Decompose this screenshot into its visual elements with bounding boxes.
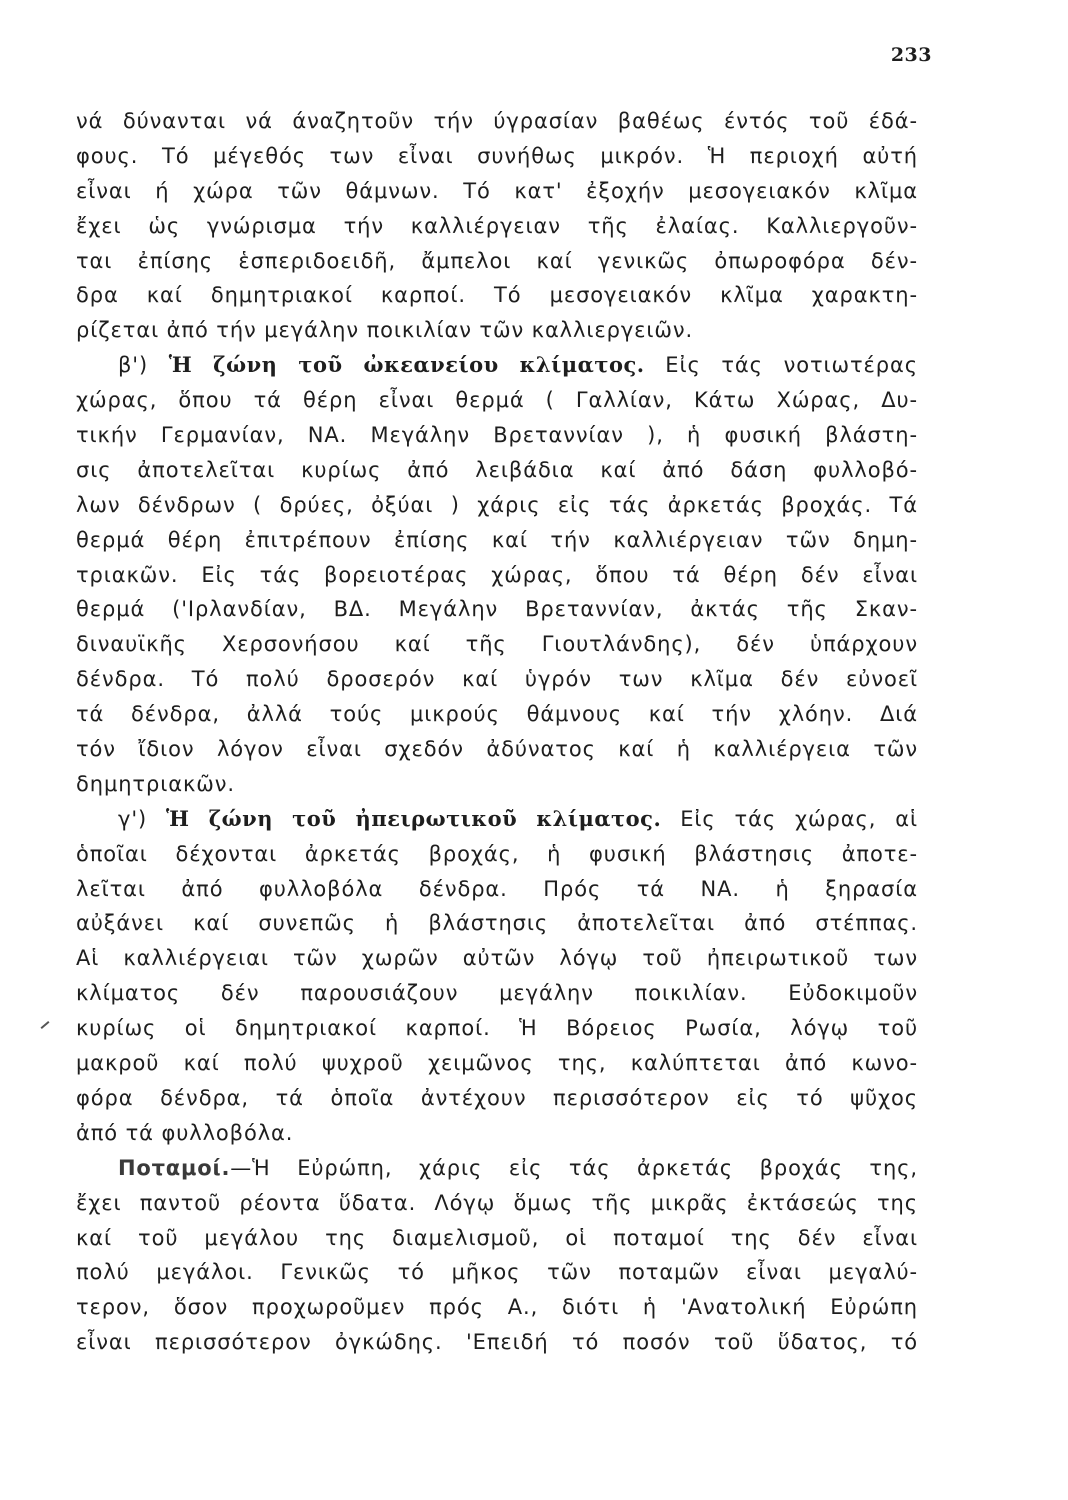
text-line: τερον, ὅσον προχωροῦμεν πρός Α., διότι ἡ 'Ανατολική Εὐρώπη <box>76 1295 918 1320</box>
text-line: φόρα δένδρα, τά ὁποῖα ἀντέχουν περισσότερον εἰς τό ψῦχος <box>76 1085 918 1110</box>
text-line: εἶναι περισσότερον ὀγκώδης. 'Επειδή τό ποσόν τοῦ ὕδατος, τό <box>76 1330 918 1355</box>
text-line: δένδρα. Τό πολύ δροσερόν καί ὑγρόν των κλῖμα δέν εὐνοεῖ <box>76 667 918 692</box>
section-b-first-line-text: Εἰς τάς νοτιωτέρας <box>644 353 918 378</box>
text-line: διναυϊκῆς Χερσονήσου καί τῆς Γιουτλάνδης), δέν ὑπάρχουν <box>76 632 918 657</box>
text-line: τόν ἴδιον λόγον εἶναι σχεδόν ἀδύνατος καί ἡ καλλιέργεια τῶν <box>76 737 918 762</box>
text-line: ται ἐπίσης ἑσπεριδοειδῆ, ἄμπελοι καί γενικῶς ὀπωροφόρα δέν- <box>76 248 918 273</box>
text-line: λεῖται ἀπό φυλλοβόλα δένδρα. Πρός τά ΝΑ. ἡ ξηρασία <box>76 876 918 901</box>
text-line: καί τοῦ μεγάλου της διαμελισμοῦ, οἱ ποταμοί της δέν εἶναι <box>76 1225 918 1250</box>
rivers-first-line <box>76 1151 918 1186</box>
section-b-first-line <box>76 348 918 383</box>
text-line: ἀπό τά φυλλοβόλα. <box>76 1120 294 1145</box>
page-body <box>76 104 918 1360</box>
text-line: ἔχει ὡς γνώρισμα τήν καλλιέργειαν τῆς ἐλαίας. Καλλιεργοῦν- <box>76 213 918 238</box>
text-line: τικήν Γερμανίαν, ΝΑ. Μεγάλην Βρεταννίαν ), ἡ φυσική βλάστη- <box>76 423 918 448</box>
section-b-label: β') <box>118 353 169 378</box>
margin-pencil-mark <box>41 1021 50 1029</box>
text-line: σις ἀποτελεῖται κυρίως ἀπό λειβάδια καί ἀπό δάση φυλλοβό- <box>76 457 918 482</box>
text-line: τά δένδρα, ἀλλά τούς μικρούς θάμνους καί τήν χλόην. Διά <box>76 702 918 727</box>
text-line: μακροῦ καί πολύ ψυχροῦ χειμῶνος της, καλύπτεται ἀπό κωνο- <box>76 1051 918 1076</box>
section-c-label: γ') <box>118 806 167 831</box>
text-line: ἔχει παντοῦ ρέοντα ὕδατα. Λόγῳ ὅμως τῆς μικρᾶς ἐκτάσεώς της <box>76 1190 918 1215</box>
text-line: λων δένδρων ( δρύες, ὀξύαι ) χάρις εἰς τάς ἀρκετάς βροχάς. Τά <box>76 492 918 517</box>
section-b-heading: Ἡ ζώνη τοῦ ὠκεανείου κλίματος. <box>168 352 645 378</box>
text-line: θερμά ('Ιρλανδίαν, ΒΔ. Μεγάλην Βρεταννίαν, ἀκτάς τῆς Σκαν- <box>76 597 918 622</box>
text-line: αὐξάνει καί συνεπῶς ἡ βλάστησις ἀποτελεῖται ἀπό στέππας. <box>76 911 918 936</box>
text-line: τριακῶν. Εἰς τάς βορειοτέρας χώρας, ὅπου τά θέρη δέν εἶναι <box>76 562 918 587</box>
text-line: χώρας, ὅπου τά θέρη εἶναι θερμά ( Γαλλίαν, Κάτω Χώρας, Δυ- <box>76 388 918 413</box>
text-line: ρίζεται ἀπό τήν μεγάλην ποικιλίαν τῶν καλλιεργειῶν. <box>76 318 694 343</box>
text-line: κλίματος δέν παρουσιάζουν μεγάλην ποικιλίαν. Εὐδοκιμοῦν <box>76 981 918 1006</box>
text-line: πολύ μεγάλοι. Γενικῶς τό μῆκος τῶν ποταμῶν εἶναι μεγαλύ- <box>76 1260 918 1285</box>
text-line: φους. Τό μέγεθός των εἶναι συνήθως μικρόν. Ἡ περιοχή αὐτή <box>76 143 918 168</box>
text-line: θερμά θέρη ἐπιτρέπουν ἐπίσης καί τήν καλλιέργειαν τῶν δημη- <box>76 527 918 552</box>
page-number: 233 <box>890 44 932 66</box>
text-line: εἶναι ή χώρα τῶν θάμνων. Τό κατ' ἐξοχήν μεσογειακόν κλῖμα <box>76 178 918 203</box>
text-line: νά δύνανται νά άναζητοῦν τήν ύγρασίαν βαθέως έντός τοῦ έδά- <box>76 109 918 133</box>
text-line: ὁποῖαι δέχονται ἀρκετάς βροχάς, ἡ φυσική βλάστησις ἀποτε- <box>76 841 918 866</box>
section-c-first-line-text: Εἰς τάς χώρας, αἱ <box>661 806 918 831</box>
section-c-heading: Ἡ ζώνη τοῦ ἠπειρωτικοῦ κλίματος. <box>166 805 662 831</box>
section-c-first-line <box>76 802 918 837</box>
rivers-heading: Ποταμοί. <box>118 1155 231 1180</box>
text-line: δημητριακῶν. <box>76 771 235 796</box>
text-line: κυρίως οἱ δημητριακοί καρποί. Ἡ Βόρειος Ρωσία, λόγῳ τοῦ <box>76 1016 918 1041</box>
text-line: δρα καί δημητριακοί καρποί. Τό μεσογειακόν κλῖμα χαρακτη- <box>76 283 918 308</box>
rivers-first-line-text: —Ἡ Εὐρώπη, χάρις εἰς τάς ἀρκετάς βροχάς της, <box>230 1155 918 1180</box>
text-line: Αἱ καλλιέργειαι τῶν χωρῶν αὐτῶν λόγῳ τοῦ ἠπειρωτικοῦ των <box>76 946 918 971</box>
